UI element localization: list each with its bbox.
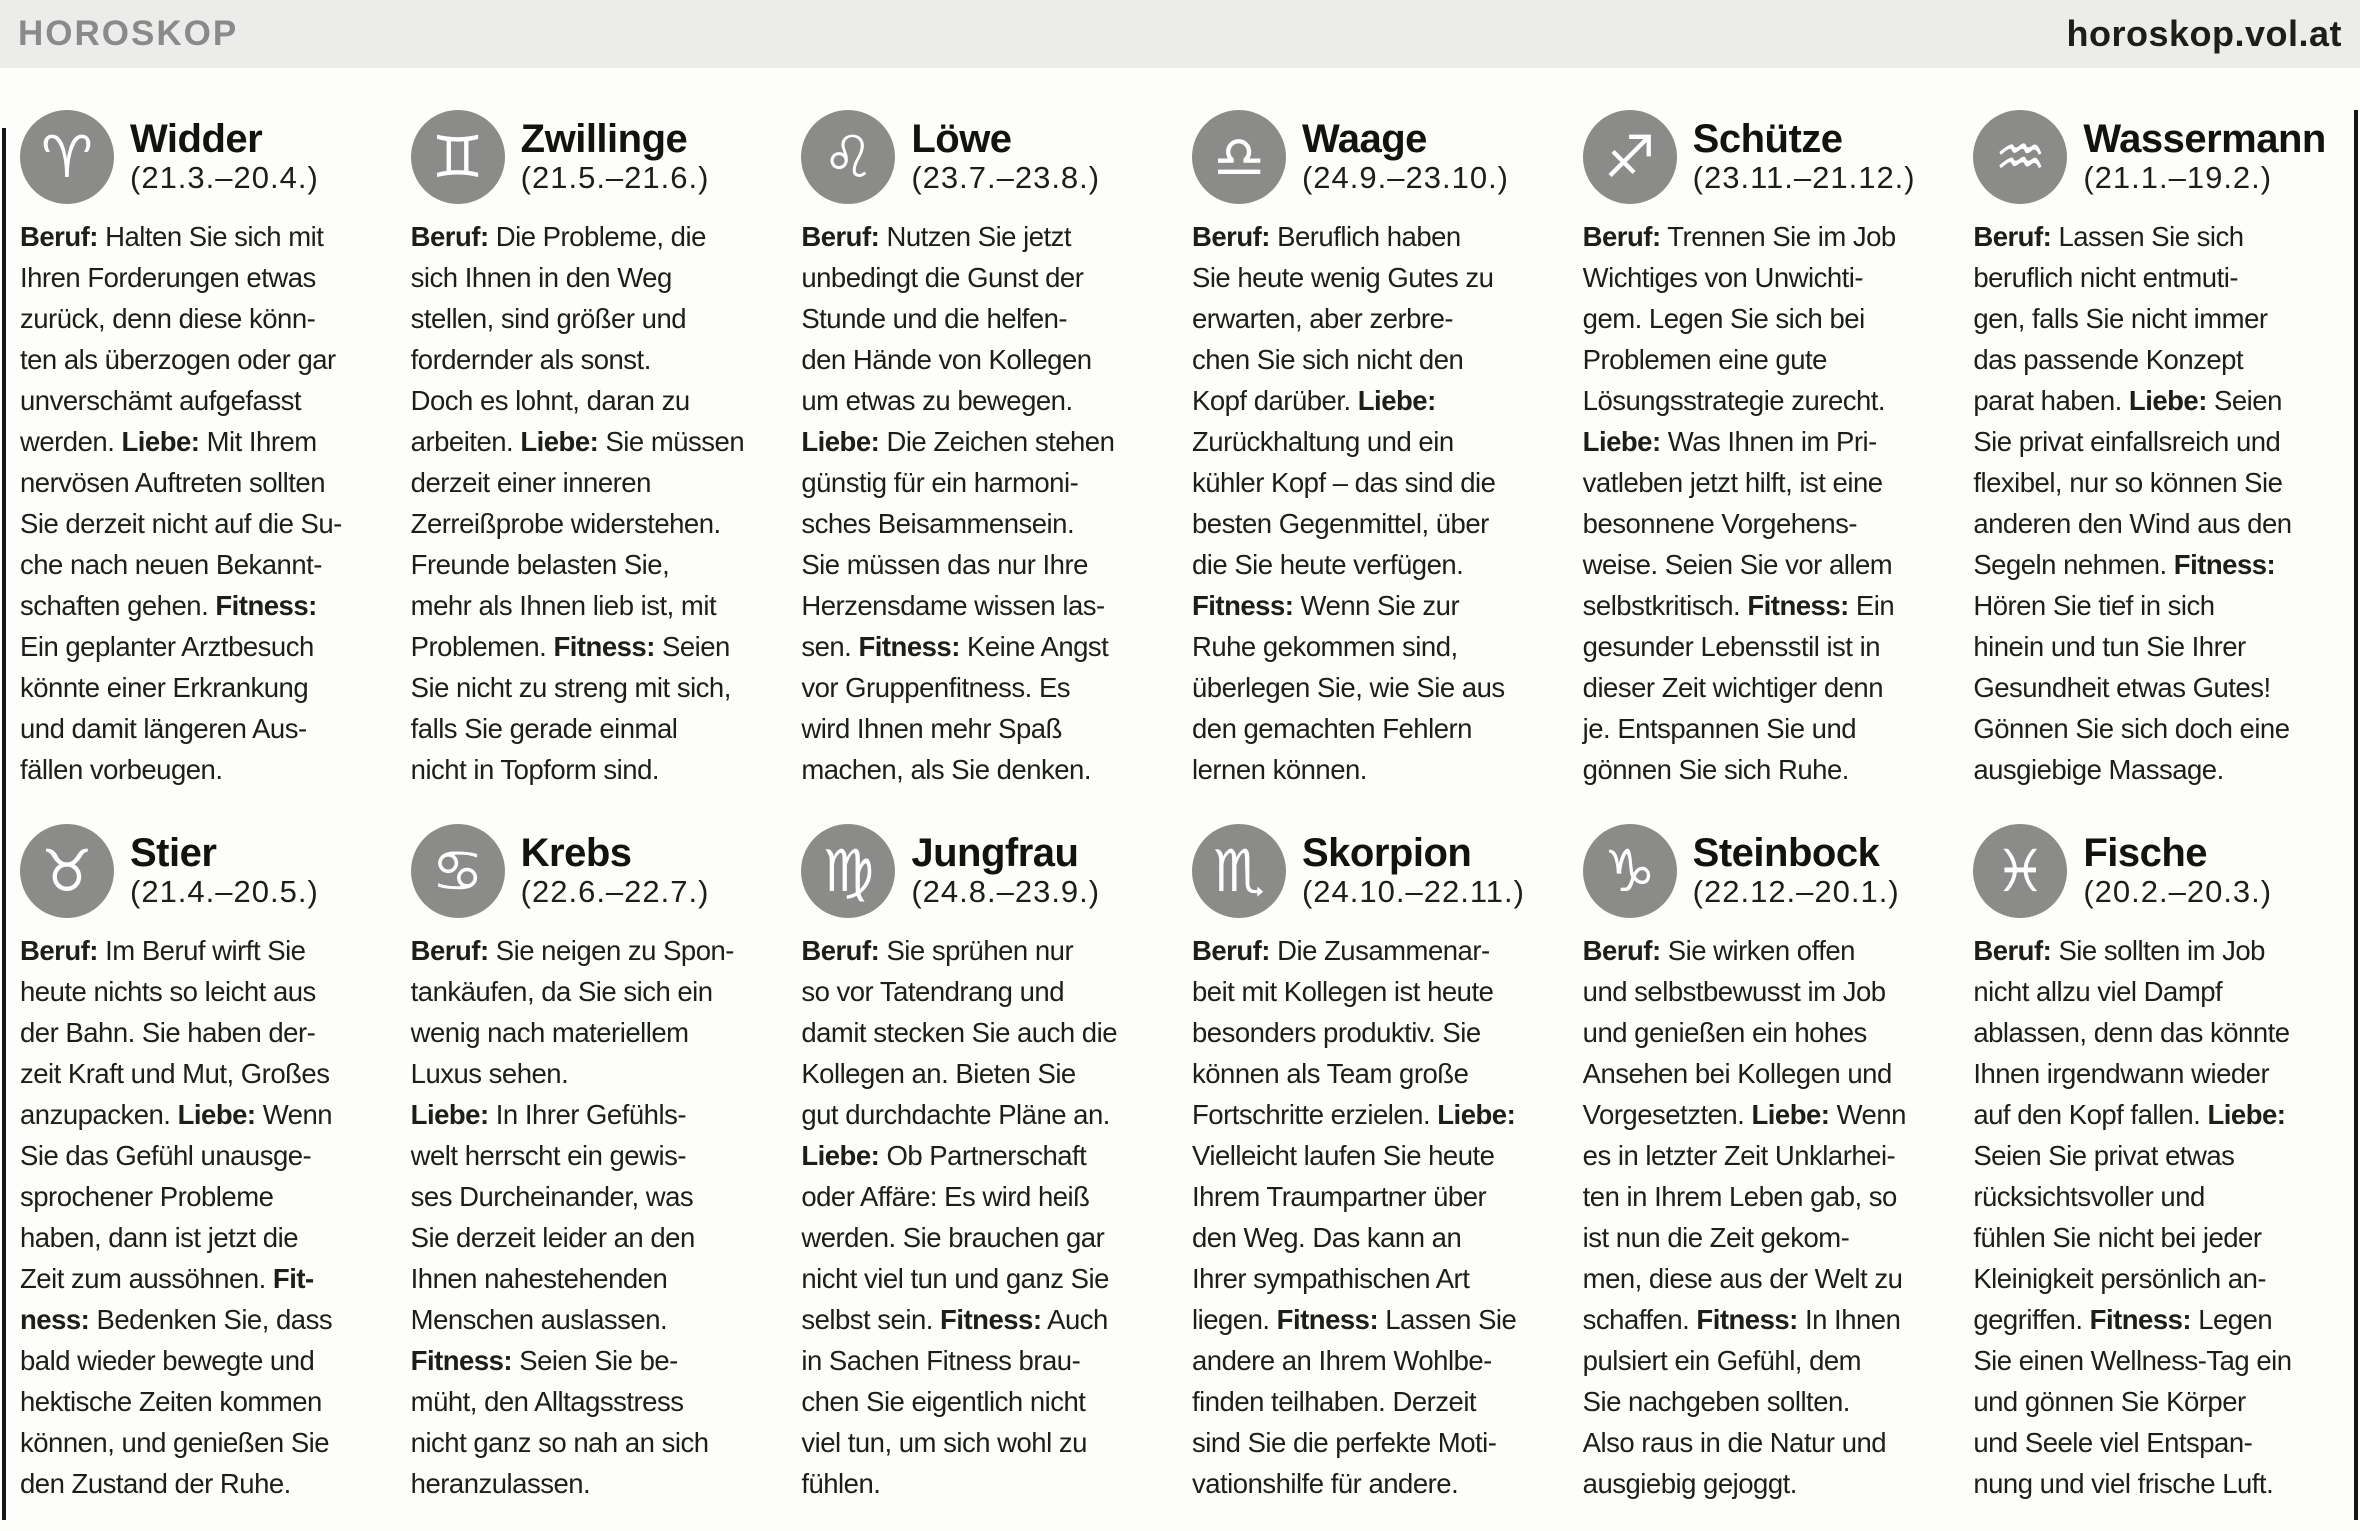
- horoscope-text-line: hinein und tun Sie Ihrer: [1973, 631, 2246, 662]
- horoscope-entry: [411, 110, 780, 790]
- horoscope-text-line: gem. Legen Sie sich bei: [1582, 303, 1865, 334]
- horoscope-text-line: damit stecken Sie auch die: [801, 1017, 1117, 1048]
- sagittarius-icon: [1583, 110, 1677, 204]
- horoscope-text-line: schaften gehen. Fitness:: [20, 590, 317, 621]
- horoscope-text-line: mehr als Ihnen lieb ist, mit: [410, 590, 717, 621]
- horoscope-text-line: derzeit einer inneren: [410, 467, 651, 498]
- zodiac-glyph: ♉: [41, 837, 93, 905]
- entry-title-block: [1693, 118, 1916, 196]
- leo-icon: [801, 110, 895, 204]
- horoscope-text-line: gegriffen. Fitness: Legen: [1973, 1304, 2273, 1335]
- sign-name: Widder: [130, 117, 263, 162]
- horoscope-text-line: können als Team große: [1191, 1058, 1469, 1089]
- entry-header: [1192, 824, 1561, 918]
- entry-title-block: [1693, 832, 1900, 910]
- entry-header: [411, 824, 780, 918]
- horoscope-text-line: den Zustand der Ruhe.: [20, 1468, 291, 1499]
- horoscope-text-line: Kollegen an. Bieten Sie: [801, 1058, 1076, 1089]
- page-title: HOROSKOP: [18, 14, 239, 53]
- sign-dates: (22.6.–22.7.): [520, 874, 710, 910]
- zodiac-glyph: ♊: [431, 123, 484, 191]
- horoscope-text-line: gesunder Lebensstil ist in: [1582, 631, 1880, 662]
- horoscope-text-line: hektische Zeiten kommen: [20, 1386, 322, 1417]
- horoscope-text-line: finden teilhaben. Derzeit: [1191, 1386, 1477, 1417]
- horoscope-entry: [20, 824, 389, 1504]
- horoscope-text-line: beruflich nicht entmuti-: [1973, 262, 2238, 293]
- sign-dates: (24.10.–22.11.): [1301, 874, 1525, 910]
- horoscope-text-line: Beruf: Beruflich haben: [1191, 221, 1461, 252]
- horoscope-text-line: fällen vorbeugen.: [20, 754, 223, 785]
- horoscope-text-line: nicht in Topform sind.: [410, 754, 659, 785]
- horoscope-text-line: oder Affäre: Es wird heiß: [801, 1181, 1090, 1212]
- entry-header: [411, 110, 780, 204]
- sign-name: Zwillinge: [520, 117, 688, 162]
- horoscope-text-line: überlegen Sie, wie Sie aus: [1191, 672, 1505, 703]
- aries-icon: [20, 110, 114, 204]
- horoscope-text-line: unverschämt aufgefasst: [20, 385, 301, 416]
- horoscope-text-line: parat haben. Liebe: Seien: [1973, 385, 2282, 416]
- horoscope-text-line: so vor Tatendrang und: [801, 976, 1064, 1007]
- horoscope-text-line: bald wieder bewegte und: [20, 1345, 315, 1376]
- horoscope-text-line: Menschen auslassen.: [410, 1304, 668, 1335]
- horoscope-text-line: Sie müssen das nur Ihre: [801, 549, 1088, 580]
- horoscope-text-line: welt herrscht ein gewis-: [410, 1140, 686, 1171]
- horoscope-text-line: der Bahn. Sie haben der-: [20, 1017, 316, 1048]
- horoscope-text-line: nicht ganz so nah an sich: [410, 1427, 709, 1458]
- horoscope-text-line: Beruf: Nutzen Sie jetzt: [801, 221, 1072, 252]
- virgo-icon: [801, 824, 895, 918]
- horoscope-text-line: unbedingt die Gunst der: [801, 262, 1084, 293]
- horoscope-text-line: sches Beisammensein.: [801, 508, 1075, 539]
- zodiac-glyph: ♑: [1603, 837, 1656, 905]
- horoscope-text-line: sind Sie die perfekte Moti-: [1191, 1427, 1497, 1458]
- horoscope-text-line: in Sachen Fitness brau-: [801, 1345, 1081, 1376]
- sign-dates: (21.1.–19.2.): [2083, 160, 2273, 196]
- horoscope-text-line: Ihnen nahestehenden: [410, 1263, 668, 1294]
- horoscope-text-line: nervösen Auftreten sollten: [20, 467, 325, 498]
- horoscope-text-line: Ihnen irgendwann wieder: [1973, 1058, 2270, 1089]
- sign-dates: (24.9.–23.10.): [1301, 160, 1510, 196]
- sign-name: Löwe: [911, 117, 1012, 162]
- horoscope-text-line: ausgiebig gejoggt.: [1582, 1468, 1797, 1499]
- horoscope-text-line: Sie nicht zu streng mit sich,: [410, 672, 731, 703]
- entry-header: [20, 824, 389, 918]
- horoscope-text-line: fühlen.: [801, 1468, 881, 1499]
- entry-title-block: [911, 832, 1100, 910]
- horoscope-text-line: che nach neuen Bekannt-: [20, 549, 322, 580]
- horoscope-text-line: men, diese aus der Welt zu: [1582, 1263, 1903, 1294]
- entry-title-block: [2083, 118, 2326, 196]
- horoscope-text-line: Fitness: Seien Sie be-: [410, 1345, 678, 1376]
- sign-name: Waage: [1301, 117, 1427, 162]
- horoscope-text-line: den gemachten Fehlern: [1191, 713, 1472, 744]
- horoscope-text: [1583, 930, 1952, 1504]
- horoscope-grid: [20, 110, 2342, 1504]
- horoscope-entry: [1973, 110, 2342, 790]
- horoscope-text-line: Wichtiges von Unwichti-: [1582, 262, 1864, 293]
- horoscope-text-line: vationshilfe für andere.: [1191, 1468, 1459, 1499]
- zodiac-glyph: ♐: [1603, 123, 1656, 191]
- zodiac-glyph: ♌: [822, 123, 875, 191]
- horoscope-text-line: Herzensdame wissen las-: [801, 590, 1105, 621]
- horoscope-text: [1192, 930, 1561, 1504]
- horoscope-text-line: zurück, denn diese könn-: [20, 303, 316, 334]
- horoscope-text-line: Liebe: Die Zeichen stehen: [801, 426, 1115, 457]
- horoscope-text-line: besonnene Vorgehens-: [1582, 508, 1858, 539]
- horoscope-text-line: lernen können.: [1191, 754, 1367, 785]
- entry-title-block: [521, 832, 710, 910]
- horoscope-text-line: gut durchdachte Pläne an.: [801, 1099, 1110, 1130]
- entry-header: [1583, 824, 1952, 918]
- horoscope-text-line: anzupacken. Liebe: Wenn: [20, 1099, 333, 1130]
- horoscope-entry: [411, 824, 780, 1504]
- zodiac-glyph: ♈: [41, 123, 93, 191]
- sign-dates: (23.7.–23.8.): [911, 160, 1101, 196]
- horoscope-text-line: Sie heute wenig Gutes zu: [1191, 262, 1494, 293]
- horoscope-entry: [1192, 824, 1561, 1504]
- entry-title-block: [521, 118, 710, 196]
- horoscope-text-line: ausgiebige Massage.: [1973, 754, 2224, 785]
- horoscope-text-line: Doch es lohnt, daran zu: [410, 385, 690, 416]
- horoscope-text-line: stellen, sind größer und: [410, 303, 687, 334]
- horoscope-text: [20, 930, 389, 1504]
- horoscope-text-line: Ihrem Traumpartner über: [1191, 1181, 1487, 1212]
- horoscope-text-line: dieser Zeit wichtiger denn: [1582, 672, 1884, 703]
- entry-title-block: [130, 118, 319, 196]
- horoscope-text-line: gen, falls Sie nicht immer: [1973, 303, 2268, 334]
- entry-header: [1973, 824, 2342, 918]
- taurus-icon: [20, 824, 114, 918]
- horoscope-text-line: vor Gruppenfitness. Es: [801, 672, 1071, 703]
- horoscope-entry: [801, 824, 1170, 1504]
- horoscope-text: [411, 216, 780, 790]
- horoscope-text-line: flexibel, nur so können Sie: [1973, 467, 2283, 498]
- horoscope-text-line: sen. Fitness: Keine Angst: [801, 631, 1109, 662]
- horoscope-text-line: schaffen. Fitness: In Ihnen: [1582, 1304, 1901, 1335]
- horoscope-text-line: die Sie heute verfügen.: [1191, 549, 1464, 580]
- horoscope-text-line: und damit längeren Aus-: [20, 713, 307, 744]
- horoscope-text-line: Lösungsstrategie zurecht.: [1582, 385, 1886, 416]
- horoscope-text-line: Zurückhaltung und ein: [1191, 426, 1454, 457]
- horoscope-text-line: Fortschritte erzielen. Liebe:: [1191, 1099, 1516, 1130]
- horoscope-text: [801, 930, 1170, 1504]
- zodiac-glyph: ♓: [1994, 837, 2047, 905]
- horoscope-text-line: Vielleicht laufen Sie heute: [1191, 1140, 1495, 1171]
- entry-header: [801, 824, 1170, 918]
- horoscope-text-line: Sie nachgeben sollten.: [1582, 1386, 1850, 1417]
- site-url-link[interactable]: horoskop.vol.at: [2066, 13, 2342, 54]
- scorpio-icon: [1192, 824, 1286, 918]
- entry-header: [20, 110, 389, 204]
- zodiac-glyph: ♍: [822, 837, 875, 905]
- horoscope-text-line: können, und genießen Sie: [20, 1427, 330, 1458]
- horoscope-text-line: nung und viel frische Luft.: [1973, 1468, 2274, 1499]
- horoscope-text-line: Beruf: Sie neigen zu Spon-: [410, 935, 734, 966]
- horoscope-text-line: Also raus in die Natur und: [1582, 1427, 1887, 1458]
- horoscope-text-line: ist nun die Zeit gekom-: [1582, 1222, 1850, 1253]
- horoscope-text-line: je. Entspannen Sie und: [1582, 713, 1857, 744]
- horoscope-text-line: ness: Bedenken Sie, dass: [20, 1304, 333, 1335]
- gemini-icon: [411, 110, 505, 204]
- horoscope-entry: [801, 110, 1170, 790]
- horoscope-text-line: den Weg. Das kann an: [1191, 1222, 1462, 1253]
- sign-dates: (24.8.–23.9.): [911, 874, 1101, 910]
- libra-icon: [1192, 110, 1286, 204]
- entry-title-block: [130, 832, 319, 910]
- horoscope-text-line: Hören Sie tief in sich: [1973, 590, 2215, 621]
- horoscope-text-line: Vorgesetzten. Liebe: Wenn: [1582, 1099, 1906, 1130]
- horoscope-text-line: selbst sein. Fitness: Auch: [801, 1304, 1108, 1335]
- horoscope-text-line: vatleben jetzt hilft, ist eine: [1582, 467, 1883, 498]
- horoscope-text-line: Kleinigkeit persönlich an-: [1973, 1263, 2267, 1294]
- zodiac-glyph: ♒: [1994, 123, 2047, 191]
- horoscope-text-line: und gönnen Sie Körper: [1973, 1386, 2246, 1417]
- horoscope-text-line: viel tun, um sich wohl zu: [801, 1427, 1087, 1458]
- horoscope-text-line: rücksichtsvoller und: [1973, 1181, 2205, 1212]
- horoscope-text-line: Ansehen bei Kollegen und: [1582, 1058, 1892, 1089]
- zodiac-glyph: ♋: [431, 837, 484, 905]
- sign-name: Steinbock: [1692, 831, 1880, 876]
- horoscope-entry: [1583, 110, 1952, 790]
- horoscope-text: [1192, 216, 1561, 790]
- horoscope-text-line: und Seele viel Entspan-: [1973, 1427, 2253, 1458]
- horoscope-text-line: Beruf: Trennen Sie im Job: [1582, 221, 1896, 252]
- horoscope-text-line: Fitness: Wenn Sie zur: [1191, 590, 1460, 621]
- horoscope-text-line: Sie einen Wellness-Tag ein: [1973, 1345, 2292, 1376]
- horoscope-text-line: Beruf: Lassen Sie sich: [1973, 221, 2244, 252]
- pisces-icon: [1973, 824, 2067, 918]
- horoscope-text-line: heranzulassen.: [410, 1468, 591, 1499]
- horoscope-entry: [1192, 110, 1561, 790]
- horoscope-text: [801, 216, 1170, 790]
- zodiac-glyph: ♏: [1212, 837, 1265, 905]
- horoscope-text-line: besonders produktiv. Sie: [1191, 1017, 1481, 1048]
- horoscope-text-line: tankäufen, da Sie sich ein: [410, 976, 713, 1007]
- horoscope-text-line: und genießen ein hohes: [1582, 1017, 1867, 1048]
- horoscope-text-line: Luxus sehen.: [410, 1058, 569, 1089]
- sign-dates: (22.12.–20.1.): [1692, 874, 1900, 910]
- horoscope-text-line: wird Ihnen mehr Spaß: [801, 713, 1062, 744]
- sign-name: Krebs: [520, 831, 632, 876]
- horoscope-text-line: andere an Ihrem Wohlbe-: [1191, 1345, 1492, 1376]
- entry-title-block: [1302, 832, 1525, 910]
- horoscope-text-line: Liebe: Was Ihnen im Pri-: [1582, 426, 1877, 457]
- entry-title-block: [1302, 118, 1509, 196]
- horoscope-text-line: kühler Kopf – das sind die: [1191, 467, 1496, 498]
- horoscope-text-line: Beruf: Halten Sie sich mit: [20, 221, 324, 252]
- cancer-icon: [411, 824, 505, 918]
- horoscope-text-line: Ihrer sympathischen Art: [1191, 1263, 1470, 1294]
- horoscope-text-line: Ihren Forderungen etwas: [20, 262, 316, 293]
- horoscope-text-line: zeit Kraft und Mut, Großes: [20, 1058, 330, 1089]
- horoscope-text-line: machen, als Sie denken.: [801, 754, 1091, 785]
- horoscope-text-line: haben, dann ist jetzt die: [20, 1222, 298, 1253]
- horoscope-text-line: nicht allzu viel Dampf: [1973, 976, 2223, 1007]
- horoscope-text-line: heute nichts so leicht aus: [20, 976, 316, 1007]
- horoscope-text-line: Beruf: Die Zusammenar-: [1191, 935, 1490, 966]
- horoscope-text-line: anderen den Wind aus den: [1973, 508, 2292, 539]
- right-page-rule: [2354, 110, 2358, 1520]
- horoscope-text-line: Stunde und die helfen-: [801, 303, 1068, 334]
- horoscope-text-line: Ein geplanter Arztbesuch: [20, 631, 314, 662]
- horoscope-text-line: Liebe: In Ihrer Gefühls-: [410, 1099, 686, 1130]
- aquarius-icon: [1973, 110, 2067, 204]
- horoscope-text-line: sich Ihnen in den Weg: [410, 262, 672, 293]
- horoscope-text: [1973, 216, 2342, 790]
- horoscope-text-line: Beruf: Die Probleme, die: [410, 221, 706, 252]
- horoscope-text-line: Ruhe gekommen sind,: [1191, 631, 1458, 662]
- sign-name: Fische: [2083, 831, 2208, 876]
- horoscope-text-line: besten Gegenmittel, über: [1191, 508, 1489, 539]
- horoscope-text-line: Sie derzeit leider an den: [410, 1222, 695, 1253]
- sign-dates: (21.5.–21.6.): [520, 160, 710, 196]
- horoscope-text: [20, 216, 389, 790]
- horoscope-text-line: Zeit zum aussöhnen. Fit-: [20, 1263, 314, 1294]
- horoscope-text-line: Problemen eine gute: [1582, 344, 1827, 375]
- horoscope-text-line: fordernder als sonst.: [410, 344, 651, 375]
- masthead: [0, 0, 2360, 68]
- horoscope-text-line: fühlen Sie nicht bei jeder: [1973, 1222, 2262, 1253]
- horoscope-text-line: chen Sie sich nicht den: [1191, 344, 1464, 375]
- horoscope-text-line: sprochener Probleme: [20, 1181, 274, 1212]
- horoscope-text-line: gönnen Sie sich Ruhe.: [1582, 754, 1849, 785]
- horoscope-text-line: ses Durcheinander, was: [410, 1181, 694, 1212]
- entry-header: [1192, 110, 1561, 204]
- entry-title-block: [911, 118, 1100, 196]
- horoscope-text-line: pulsiert ein Gefühl, dem: [1582, 1345, 1862, 1376]
- horoscope-text-line: erwarten, aber zerbre-: [1191, 303, 1454, 334]
- horoscope-text-line: auf den Kopf fallen. Liebe:: [1973, 1099, 2286, 1130]
- horoscope-text-line: nicht viel tun und ganz Sie: [801, 1263, 1109, 1294]
- horoscope-text-line: Kopf darüber. Liebe:: [1191, 385, 1436, 416]
- horoscope-text-line: das passende Konzept: [1973, 344, 2244, 375]
- horoscope-text-line: chen Sie eigentlich nicht: [801, 1386, 1086, 1417]
- horoscope-text-line: um etwas zu bewegen.: [801, 385, 1073, 416]
- horoscope-text-line: Gönnen Sie sich doch eine: [1973, 713, 2290, 744]
- entry-title-block: [2083, 832, 2272, 910]
- horoscope-text-line: Sie derzeit nicht auf die Su-: [20, 508, 342, 539]
- sign-name: Wassermann: [2083, 117, 2326, 162]
- horoscope-text: [1973, 930, 2342, 1504]
- horoscope-text-line: könnte einer Erkrankung: [20, 672, 309, 703]
- horoscope-entry: [1583, 824, 1952, 1504]
- sign-name: Schütze: [1692, 117, 1843, 162]
- sign-dates: (20.2.–20.3.): [2083, 874, 2273, 910]
- horoscope-text-line: arbeiten. Liebe: Sie müssen: [410, 426, 745, 457]
- horoscope-text: [1583, 216, 1952, 790]
- horoscope-text-line: günstig für ein harmoni-: [801, 467, 1079, 498]
- horoscope-text-line: müht, den Alltagsstress: [410, 1386, 684, 1417]
- horoscope-text-line: Segeln nehmen. Fitness:: [1973, 549, 2276, 580]
- sign-name: Stier: [130, 831, 217, 876]
- horoscope-text-line: den Hände von Kollegen: [801, 344, 1092, 375]
- horoscope-text-line: Liebe: Ob Partnerschaft: [801, 1140, 1087, 1171]
- horoscope-text-line: ablassen, denn das könnte: [1973, 1017, 2290, 1048]
- sign-dates: (21.4.–20.5.): [130, 874, 319, 910]
- horoscope-text-line: Zerreißprobe widerstehen.: [410, 508, 721, 539]
- entry-header: [801, 110, 1170, 204]
- sign-dates: (23.11.–21.12.): [1692, 160, 1916, 196]
- capricorn-icon: [1583, 824, 1677, 918]
- horoscope-text-line: Seien Sie privat etwas: [1973, 1140, 2235, 1171]
- horoscope-text: [411, 930, 780, 1504]
- horoscope-text-line: Sie das Gefühl unausge-: [20, 1140, 312, 1171]
- horoscope-text-line: Beruf: Sie wirken offen: [1582, 935, 1855, 966]
- horoscope-text-line: ten in Ihrem Leben gab, so: [1582, 1181, 1897, 1212]
- horoscope-entry: [1973, 824, 2342, 1504]
- horoscope-text-line: Beruf: Sie sprühen nur: [801, 935, 1074, 966]
- horoscope-text-line: Beruf: Sie sollten im Job: [1973, 935, 2265, 966]
- horoscope-text-line: Beruf: Im Beruf wirft Sie: [20, 935, 306, 966]
- entry-header: [1973, 110, 2342, 204]
- zodiac-glyph: ♎: [1212, 123, 1265, 191]
- left-page-rule: [2, 128, 6, 1520]
- horoscope-text-line: werden. Liebe: Mit Ihrem: [20, 426, 317, 457]
- horoscope-text-line: Freunde belasten Sie,: [410, 549, 670, 580]
- horoscope-text-line: weise. Seien Sie vor allem: [1582, 549, 1893, 580]
- horoscope-entry: [20, 110, 389, 790]
- sign-name: Jungfrau: [911, 831, 1079, 876]
- horoscope-text-line: liegen. Fitness: Lassen Sie: [1191, 1304, 1517, 1335]
- horoscope-text-line: beit mit Kollegen ist heute: [1191, 976, 1494, 1007]
- horoscope-text-line: es in letzter Zeit Unklarhei-: [1582, 1140, 1896, 1171]
- horoscope-text-line: selbstkritisch. Fitness: Ein: [1582, 590, 1895, 621]
- horoscope-text-line: falls Sie gerade einmal: [410, 713, 678, 744]
- horoscope-text-line: Gesundheit etwas Gutes!: [1973, 672, 2271, 703]
- horoscope-text-line: ten als überzogen oder gar: [20, 344, 336, 375]
- entry-header: [1583, 110, 1952, 204]
- sign-name: Skorpion: [1301, 831, 1472, 876]
- horoscope-text-line: Sie privat einfallsreich und: [1973, 426, 2281, 457]
- horoscope-text-line: Problemen. Fitness: Seien: [410, 631, 730, 662]
- horoscope-text-line: und selbstbewusst im Job: [1582, 976, 1886, 1007]
- horoscope-text-line: werden. Sie brauchen gar: [801, 1222, 1105, 1253]
- horoscope-text-line: wenig nach materiellem: [410, 1017, 689, 1048]
- sign-dates: (21.3.–20.4.): [130, 160, 319, 196]
